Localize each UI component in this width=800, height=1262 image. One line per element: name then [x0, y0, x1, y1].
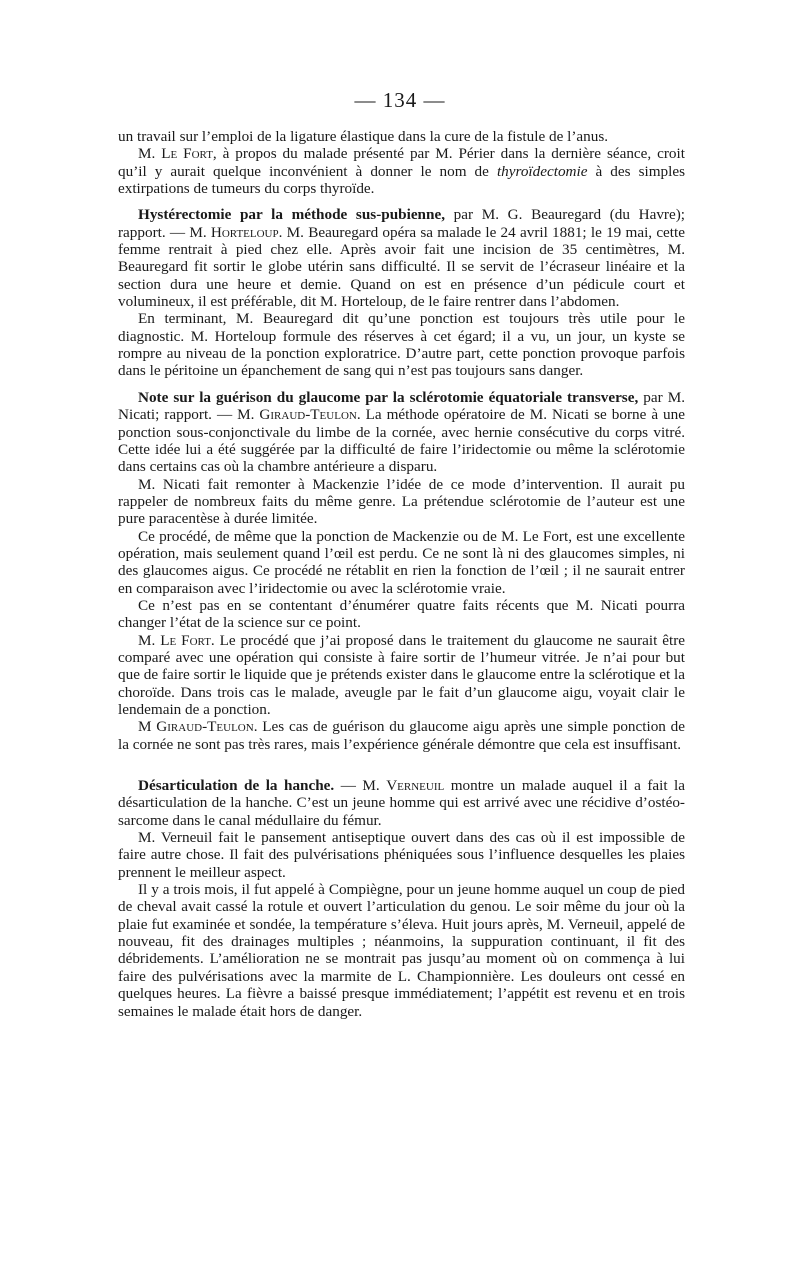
speaker-name: Giraud-Teulon [156, 718, 254, 736]
paragraph-mackenzie: M. Nicati fait remonter à Mackenzie l’idée de ce mode d’intervention. Il aurait pu rappeler de nombreux faits du même genre. La prétendue sclérotomie de l’auteur est une pure paracentèse à durée limitée. [118, 475, 685, 528]
section-glaucome: Note sur la guérison du glaucome par la sclérotomie équatoriale transverse, par M. Nicati; rapport. — M. Giraud-Teulon. La méthode opératoire de M. Nicati se borne à une ponction sous-conjonctivale du limbe de la cornée, avec hernie consécutive du corps vitré. Cette idée lui a été suggérée par la difficulté de faire l’iridectomie ou même la sclérotomie dans certains cas où la chambre antérieure a disparu. [118, 388, 685, 476]
paragraph-ponction: En terminant, M. Beauregard dit qu’une ponction est toujours très utile pour le diagnostic. M. Horteloup formule des réserves à cet égard; il a vu, un jour, un kyste se rompre au niveau de la ponction exploratrice. D’autre part, cette ponction provoque parfois dans le péritoine un épanchement de sang qui n’est pas toujours sans danger. [118, 310, 685, 380]
speaker-name: Giraud-Teulon [259, 406, 357, 424]
speaker-name: Verneuil [386, 777, 445, 795]
italic-term: thyroïdectomie [496, 162, 588, 180]
paragraph-giraud-teulon-reply: M Giraud-Teulon. Les cas de guérison du glaucome aigu après une simple ponction de la cornée ne sont pas très rares, mais l’expérience générale démontre que cela est insuffisant. [118, 718, 685, 753]
speaker-name: Horteloup [210, 223, 279, 241]
section-desarticulation: Désarticulation de la hanche. — M. Verneuil montre un malade auquel il a fait la désarticulation de la hanche. C’est un jeune homme qui est arrivé avec une récidive d’ostéo-sarcome dans le canal médullaire du fémur. [118, 777, 686, 829]
section-hysterectomie: Hystérectomie par la méthode sus-pubienne, par M. G. Beauregard (du Havre); rapport. — M. Horteloup. M. Beauregard opéra sa malade le 24 avril 1881; le 19 mai, cette femme rentrait à pied chez elle. Après avoir fait une incision de 35 centimètres, M. Beauregard fit sortir le globe utérin sans difficulté. Il se servit de l’écraseur linéaire et la section dura une heure et demie. Quand on est en présence d’un pédicule court et volumineux, il est préférable, dit M. Horteloup, de le faire rentrer dans l’abdomen. [118, 206, 685, 311]
paragraph-ligature: un travail sur l’emploi de la ligature élastique dans la cure de la fistule de l’anus. [118, 128, 609, 145]
section-heading: Note sur la guérison du glaucome par la sclérotomie équatoriale transverse, [138, 388, 639, 406]
paragraph-le-fort-reply: M. Le Fort. Le procédé que j’ai proposé dans le traitement du glaucome ne saurait être comparé avec une opération qui consiste à faire sortir de l’humeur vitrée. Je n’ai pour but que de faire sortir le liquide que je prétends exister dans le glaucome entre la sclérotique et la choroïde. Dans trois cas le malade, aveugle par le fait d’un glaucome aigu, voyait clair le lendemain de a ponction. [118, 631, 685, 718]
paragraph-nicati: Ce n’est pas en se contentant d’énumérer quatre faits récents que M. Nicati pourra changer l’état de la science sur ce point. [118, 596, 685, 632]
page-number: — 134 — [354, 88, 446, 112]
body-text [118, 128, 685, 1020]
speaker-name: Le Fort [161, 145, 213, 163]
paragraph-le-fort-thyroidectomie: M. Le Fort, à propos du malade présenté par M. Périer dans la dernière séance, croit qu’il y aurait quelque inconvénient à donner le nom de thyroïdectomie à des simples extirpations de tumeurs du corps thyroïde. [118, 145, 685, 198]
section-heading: Hystérectomie par la méthode sus-pubienne, [138, 206, 445, 224]
speaker-name: Le Fort [160, 631, 211, 649]
section-heading: Désarticulation de la hanche. [138, 777, 335, 795]
paragraph-procede: Ce procédé, de même que la ponction de Mackenzie ou de M. Le Fort, est une excellente opération, mais seulement quand l’œil est perdu. Ce ne sont là ni des glaucomes simples, ni des glaucomes aigus. Ce procédé ne rétablit en rien la fonction de l’œil ; il ne saurait entrer en comparaison avec l’iridectomie ou avec la sclérotomie vraie. [118, 527, 685, 597]
paragraph-pansement: M. Verneuil fait le pansement antiseptique ouvert dans des cas où il est impossible de faire autre chose. Il fait des pulvérisations phéniquées sous l’influence desquelles les plaies prennent le meilleur aspect. [118, 829, 685, 881]
paragraph-compiegne: Il y a trois mois, il fut appelé à Compiègne, pour un jeune homme auquel un coup de pied de cheval avait cassé la rotule et ouvert l’articulation du genou. Le soir même du jour où la plaie fut examinée et sondée, la température s’éleva. Huit jours après, M. Verneuil, appelé de nouveau, fit des drainages multiples ; néanmoins, la suppuration continuant, il fit des débridements. L’amélioration ne se montrait pas jusqu’au moment où on commença à lui faire des pulvérisations avec la marmite de L. Championnière. Les douleurs ont cessé en quelques heures. La fièvre a baissé presque immédiatement; l’appétit est revenu et en trois semaines le malade était hors de danger. [118, 881, 685, 1020]
